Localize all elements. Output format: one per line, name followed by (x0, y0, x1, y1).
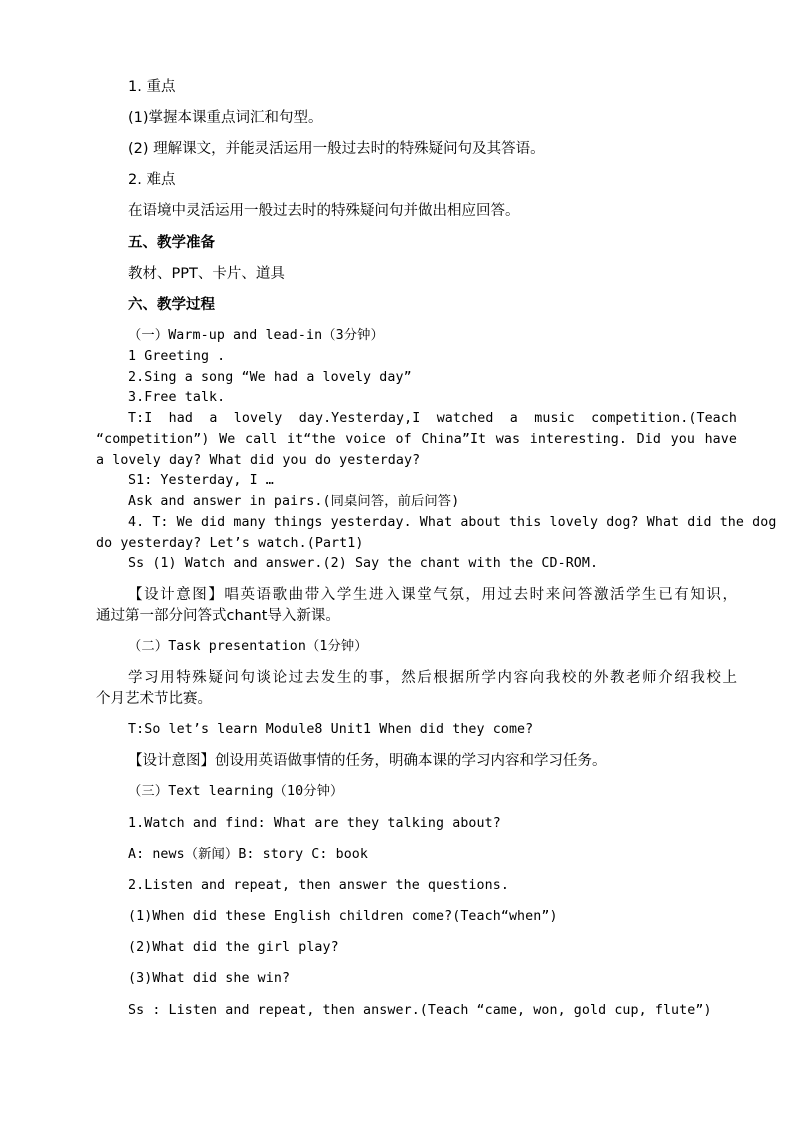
key-points-heading: 1. 重点 (128, 79, 176, 95)
task-heading: （二）Task presentation（1分钟） (128, 639, 368, 654)
step4-line-2: do yesterday? Let’s watch.(Part1) (96, 536, 364, 551)
watch-and-find: 1.Watch and find: What are they talking about? (128, 816, 501, 831)
task-text-line-2: 个月艺术节比赛。 (96, 691, 212, 707)
difficulties-text: 在语境中灵活运用一般过去时的特殊疑问句并做出相应回答。 (128, 203, 520, 219)
student-s1: S1: Yesterday, I … (128, 473, 274, 488)
pairs-activity: Ask and answer in pairs.(同桌问答，前后问答) (128, 494, 460, 509)
warmup-free-talk: 3.Free talk. (128, 390, 226, 405)
task-text-line-1: 学习用特殊疑问句谈论过去发生的事，然后根据所学内容向我校的外教老师介绍我校上 (128, 670, 737, 686)
question-1: (1)When did these English children come?(Teach“when”) (128, 909, 558, 924)
step4-line-1: 4. T: We did many things yesterday. What about this lovely dog? What did the dog (128, 515, 777, 530)
answer-options: A: news（新闻）B: story C: book (128, 847, 369, 862)
teacher-line-1: T:I had a lovely day.Yesterday,I watched a music competition.(Teach (128, 411, 737, 426)
difficulties-heading: 2. 难点 (128, 172, 176, 188)
teacher-line-3: a lovely day? What did you do yesterday? (96, 453, 421, 468)
students-listen-repeat: Ss : Listen and repeat, then answer.(Teach “came, won, gold cup, flute”) (128, 1003, 712, 1018)
teacher-line-2: “competition”) We call it“the voice of China”It was interesting. Did you have (96, 432, 737, 447)
key-points-item-1: (1)掌握本课重点词汇和句型。 (128, 110, 323, 126)
design-intent-1-line-1: 【设计意图】唱英语歌曲带入学生进入课堂气氛，用过去时来问答激活学生已有知识， (128, 587, 737, 603)
question-3: (3)What did she win? (128, 971, 291, 986)
design-intent-1-line-2: 通过第一部分问答式chant导入新课。 (96, 608, 340, 624)
listen-and-repeat: 2.Listen and repeat, then answer the questions. (128, 878, 509, 893)
warmup-greeting: 1 Greeting . (128, 349, 226, 364)
process-heading: 六、教学过程 (128, 297, 215, 313)
preparation-heading: 五、教学准备 (128, 235, 215, 251)
text-learning-heading: （三）Text learning（10分钟） (128, 784, 344, 799)
question-2: (2)What did the girl play? (128, 940, 339, 955)
preparation-text: 教材、PPT、卡片、道具 (128, 266, 285, 282)
warmup-song: 2.Sing a song “We had a lovely day” (128, 370, 412, 385)
design-intent-2: 【设计意图】创设用英语做事情的任务，明确本课的学习内容和学习任务。 (128, 753, 607, 769)
students-activity: Ss (1) Watch and answer.(2) Say the chant with the CD-ROM. (128, 556, 599, 571)
warmup-heading: （一）Warm-up and lead-in（3分钟） (128, 328, 384, 343)
key-points-item-2: (2) 理解课文，并能灵活运用一般过去时的特殊疑问句及其答语。 (128, 141, 545, 157)
task-teacher-line: T:So let’s learn Module8 Unit1 When did they come? (128, 722, 534, 737)
